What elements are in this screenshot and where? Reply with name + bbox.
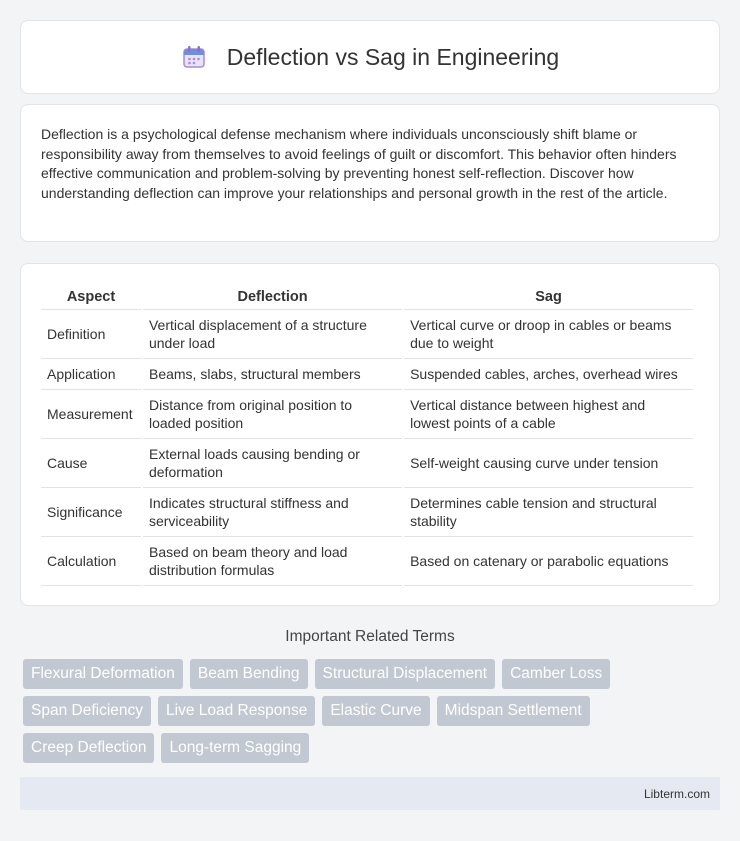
cell-sag: Determines cable tension and structural stability bbox=[404, 488, 693, 537]
header-card bbox=[20, 20, 720, 94]
title-wrap bbox=[181, 44, 559, 71]
cell-deflection: External loads causing bending or deformation bbox=[143, 439, 402, 488]
header-aspect: Aspect bbox=[41, 284, 141, 310]
page-title: Deflection vs Sag in Engineering bbox=[226, 43, 560, 70]
related-term-tag[interactable]: Flexural Deformation bbox=[23, 659, 183, 689]
footer-site-link[interactable]: Libterm.com bbox=[643, 786, 710, 801]
related-term-tag[interactable]: Creep Deflection bbox=[23, 733, 154, 763]
related-term-tag[interactable]: Span Deficiency bbox=[23, 696, 151, 726]
cell-aspect: Cause bbox=[41, 439, 141, 488]
cell-sag: Based on catenary or parabolic equations bbox=[404, 537, 693, 586]
cell-sag: Vertical curve or droop in cables or beams due to weight bbox=[404, 310, 693, 359]
cell-sag: Self-weight causing curve under tension bbox=[404, 439, 693, 488]
table-header-row bbox=[41, 284, 693, 310]
calendar-icon bbox=[181, 44, 207, 70]
related-terms-heading: Important Related Terms bbox=[285, 628, 455, 645]
related-term-tag[interactable]: Camber Loss bbox=[502, 659, 610, 689]
cell-aspect: Measurement bbox=[41, 390, 141, 439]
intro-card bbox=[20, 104, 720, 242]
cell-deflection: Beams, slabs, structural members bbox=[143, 359, 402, 390]
related-term-tag[interactable]: Long-term Sagging bbox=[161, 733, 309, 763]
related-term-tag[interactable]: Beam Bending bbox=[190, 659, 308, 689]
table-row bbox=[41, 359, 693, 390]
cell-deflection: Based on beam theory and load distribution formulas bbox=[143, 537, 402, 586]
table-row bbox=[41, 390, 693, 439]
table-row bbox=[41, 310, 693, 359]
cell-sag: Suspended cables, arches, overhead wires bbox=[404, 359, 693, 390]
related-term-tag[interactable]: Elastic Curve bbox=[322, 696, 429, 726]
related-terms-list bbox=[23, 659, 713, 763]
comparison-table bbox=[39, 284, 695, 586]
cell-aspect: Definition bbox=[41, 310, 141, 359]
cell-aspect: Significance bbox=[41, 488, 141, 537]
intro-text: Deflection is a psychological defense mechanism where individuals unconsciously shift blame or responsibility away from themselves to avoid feelings of guilt or discomfort. This behavior often hinders effective communication and problem-solving by preventing honest self-reflection. Discover how understanding deflection can improve your relationships and personal growth in the rest of the article. bbox=[41, 126, 677, 201]
related-term-tag[interactable]: Midspan Settlement bbox=[437, 696, 590, 726]
cell-aspect: Application bbox=[41, 359, 141, 390]
comparison-table-card bbox=[20, 263, 720, 606]
cell-aspect: Calculation bbox=[41, 537, 141, 586]
related-term-tag[interactable]: Structural Displacement bbox=[315, 659, 496, 689]
cell-deflection: Distance from original position to loaded position bbox=[143, 390, 402, 439]
table-row bbox=[41, 488, 693, 537]
header-sag: Sag bbox=[404, 284, 693, 310]
header-deflection: Deflection bbox=[143, 284, 402, 310]
cell-deflection: Vertical displacement of a structure under load bbox=[143, 310, 402, 359]
table-row bbox=[41, 537, 693, 586]
cell-sag: Vertical distance between highest and lowest points of a cable bbox=[404, 390, 693, 439]
related-term-tag[interactable]: Live Load Response bbox=[158, 696, 315, 726]
cell-deflection: Indicates structural stiffness and serviceability bbox=[143, 488, 402, 537]
table-row bbox=[41, 439, 693, 488]
footer bbox=[20, 777, 720, 810]
